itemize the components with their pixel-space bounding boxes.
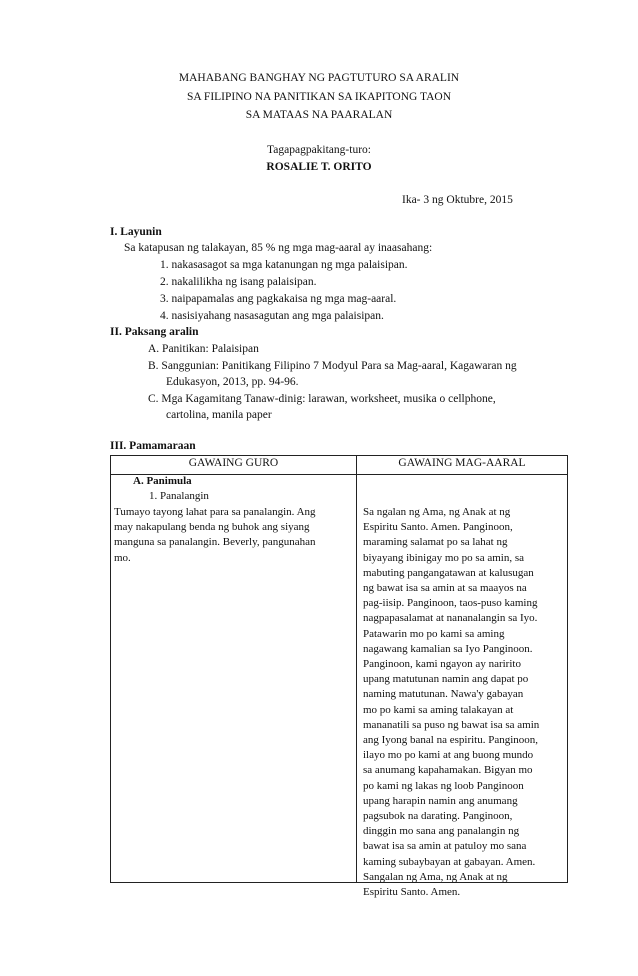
student-line: pagsubok na darating. Panginoon, (363, 810, 513, 823)
student-line: ng bawat isa sa amin at sa maayos na (363, 582, 527, 595)
student-line: upang matutunan namin ang dapat po (363, 673, 529, 686)
section-2-heading: II. Paksang aralin (110, 326, 199, 338)
student-line: mananatili sa puso ng bawat isa sa amin (363, 718, 540, 731)
title-line-3: SA MATAAS NA PAARALAN (245, 109, 393, 121)
objective-item: 1. nakasasagot sa mga katanungan ng mga palaisipan. (160, 259, 408, 271)
header-student-activity: GAWAING MAG-AARAL (398, 457, 526, 469)
title-line-1: MAHABANG BANGHAY NG PAGTUTURO SA ARALIN (178, 72, 460, 84)
teacher-activity-text (114, 505, 350, 566)
subject-item-a: A. Panitikan: Palaisipan (148, 343, 259, 355)
student-line: po kami ng lakas ng loob Panginoon (363, 779, 524, 792)
student-line: biyayang ibinigay mo po sa amin, sa (363, 551, 524, 564)
teacher-name: ROSALIE T. ORITO (266, 161, 372, 173)
header-teacher-activity: GAWAING GURO (188, 457, 279, 469)
student-line: Sa ngalan ng Ama, ng Anak at ng (363, 506, 511, 518)
procedure-table (110, 455, 568, 899)
section-3-heading: III. Pamamaraan (110, 440, 196, 452)
teacher-line: Tumayo tayong lahat para sa panalangin. Ang (114, 506, 316, 518)
student-line: Sangalan ng Ama, ng Anak at ng (363, 870, 508, 883)
student-line: kaming subaybayan at gabayan. Amen. (363, 855, 536, 868)
column-divider (356, 456, 357, 882)
student-line: mabuting pangangatawan at kalusugan (363, 566, 534, 579)
student-line: nagawang kamalian sa Iyo Panginoon. (363, 642, 533, 655)
student-line: ilayo mo po kami at ang buong mundo (363, 749, 534, 762)
teacher-line: may nakapulang benda ng buhok ang siyang (114, 521, 310, 534)
student-line: Panginoon, kami ngayon ay naririto (363, 658, 521, 671)
student-line: Patawarin mo po kami sa aming (363, 627, 505, 640)
subject-item-c: C. Mga Kagamitang Tanaw-dinig: larawan, worksheet, musika o cellphone, (148, 393, 496, 405)
student-line: dinggin mo sana ang panalangin ng (363, 825, 520, 838)
student-line: sa anumang kapahamakan. Bigyan mo (363, 764, 533, 777)
teacher-label: Tagapagpakitang-turo: (267, 144, 371, 156)
student-line: maraming salamat po sa lahat ng (363, 536, 508, 549)
teacher-line: mo. (114, 551, 131, 564)
teacher-line: manguna sa panalangin. Beverly, pangunahan (114, 536, 316, 549)
student-line: bawat isa sa amin at patuloy mo sana (363, 840, 527, 853)
lesson-date: Ika- 3 ng Oktubre, 2015 (402, 194, 513, 206)
student-activity-text (363, 505, 563, 900)
student-line: Espiritu Santo. Amen. (363, 886, 461, 899)
student-line: mo po kami sa aming talakayan at (363, 703, 514, 716)
subject-item-b-cont: Edukasyon, 2013, pp. 94-96. (166, 376, 299, 388)
subject-item-c-cont: cartolina, manila paper (166, 409, 272, 421)
objective-item: 4. nasisiyahang nasasagutan ang mga palaisipan. (160, 310, 384, 322)
student-line: ang Iyong banal na espiritu. Panginoon, (363, 734, 539, 747)
objective-item: 2. nakalilikha ng isang palaisipan. (160, 276, 317, 288)
student-line: naming matutunan. Nawa'y gabayan (363, 688, 524, 701)
student-line: pag-iisip. Panginoon, taos-puso kaming (363, 597, 538, 610)
title-line-2: SA FILIPINO NA PANITIKAN SA IKAPITONG TAON (186, 91, 452, 103)
subhead-panimula: A. Panimula (133, 475, 192, 487)
student-line: upang harapin namin ang anumang (363, 794, 518, 807)
student-line: nagpapasalamat at nananalangin sa Iyo. (363, 612, 538, 625)
section-1-intro: Sa katapusan ng talakayan, 85 % ng mga mag-aaral ay inaasahang: (124, 242, 433, 254)
student-line: Espiritu Santo. Amen. Panginoon, (363, 521, 513, 534)
section-1-heading: I. Layunin (110, 226, 162, 238)
objective-item: 3. naipapamalas ang pagkakaisa ng mga mag-aaral. (160, 293, 397, 305)
subject-item-b: B. Sanggunian: Panitikang Filipino 7 Modyul Para sa Mag-aaral, Kagawaran ng (148, 360, 517, 372)
subhead-panalangin: 1. Panalangin (149, 490, 209, 502)
